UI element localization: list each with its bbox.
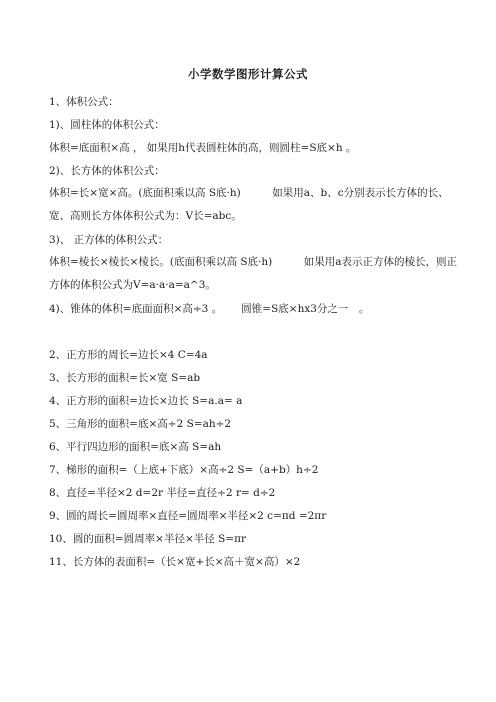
parallelogram-area-formula: 6、平行四边形的面积=底×高 S=ah bbox=[49, 441, 222, 453]
cuboid-surface-area-formula: 11、长方体的表面积=（长×宽+长×高＋宽×高）×2 bbox=[49, 556, 301, 568]
square-perimeter-formula: 2、正方形的周长=边长×4 C=4a bbox=[49, 349, 208, 361]
document-title: 小学数学图形计算公式 bbox=[188, 67, 308, 81]
cone-volume-formula: 4)、锥体的体积=底面面积×高÷3 。 圆锥=S底×hx3分之一 。 bbox=[49, 303, 370, 315]
cube-volume-formula: 体积=棱长×棱长×棱长。(底面积乘以高 S底·h) 如果用a表示正方体的棱长，则正方体的体积公式为V=a·a·a=a^3。 bbox=[49, 256, 457, 291]
diameter-radius-formula: 8、直径=半径×2 d=2r 半径=直径÷2 r= d÷2 bbox=[49, 487, 276, 499]
cylinder-volume-heading: 1)、圆柱体的体积公式： bbox=[49, 119, 165, 131]
circle-area-formula: 10、圆的面积=圆周率×半径×半径 S=πr bbox=[49, 533, 247, 545]
cylinder-volume-formula: 体积=底面积×高 ， 如果用h代表圆柱体的高，则圆柱=S底×h 。 bbox=[49, 142, 357, 154]
cube-volume-heading: 3)、 正方体的体积公式： bbox=[49, 234, 169, 246]
rectangle-area-formula: 3、长方形的面积=长×宽 S=ab bbox=[49, 372, 201, 384]
triangle-area-formula: 5、三角形的面积=底×高÷2 S=ah÷2 bbox=[49, 418, 232, 430]
trapezoid-area-formula: 7、梯形的面积=（上底+下底）×高÷2 S=（a+b）h÷2 bbox=[49, 464, 319, 476]
cuboid-volume-formula: 体积=长×宽×高。(底面积乘以高 S底·h) 如果用a、b、c分别表示长方体的长、宽、高则长方体体积公式为：V长=abc。 bbox=[49, 187, 449, 222]
cuboid-volume-heading: 2)、长方体的体积公式： bbox=[49, 165, 165, 177]
square-area-formula: 4、正方形的面积=边长×边长 S=a.a= a bbox=[49, 395, 243, 407]
circle-perimeter-formula: 9、圆的周长=圆周率×直径=圆周率×半径×2 c=πd =2πr bbox=[49, 510, 327, 522]
section-volume-heading: 1、体积公式： bbox=[49, 96, 119, 108]
